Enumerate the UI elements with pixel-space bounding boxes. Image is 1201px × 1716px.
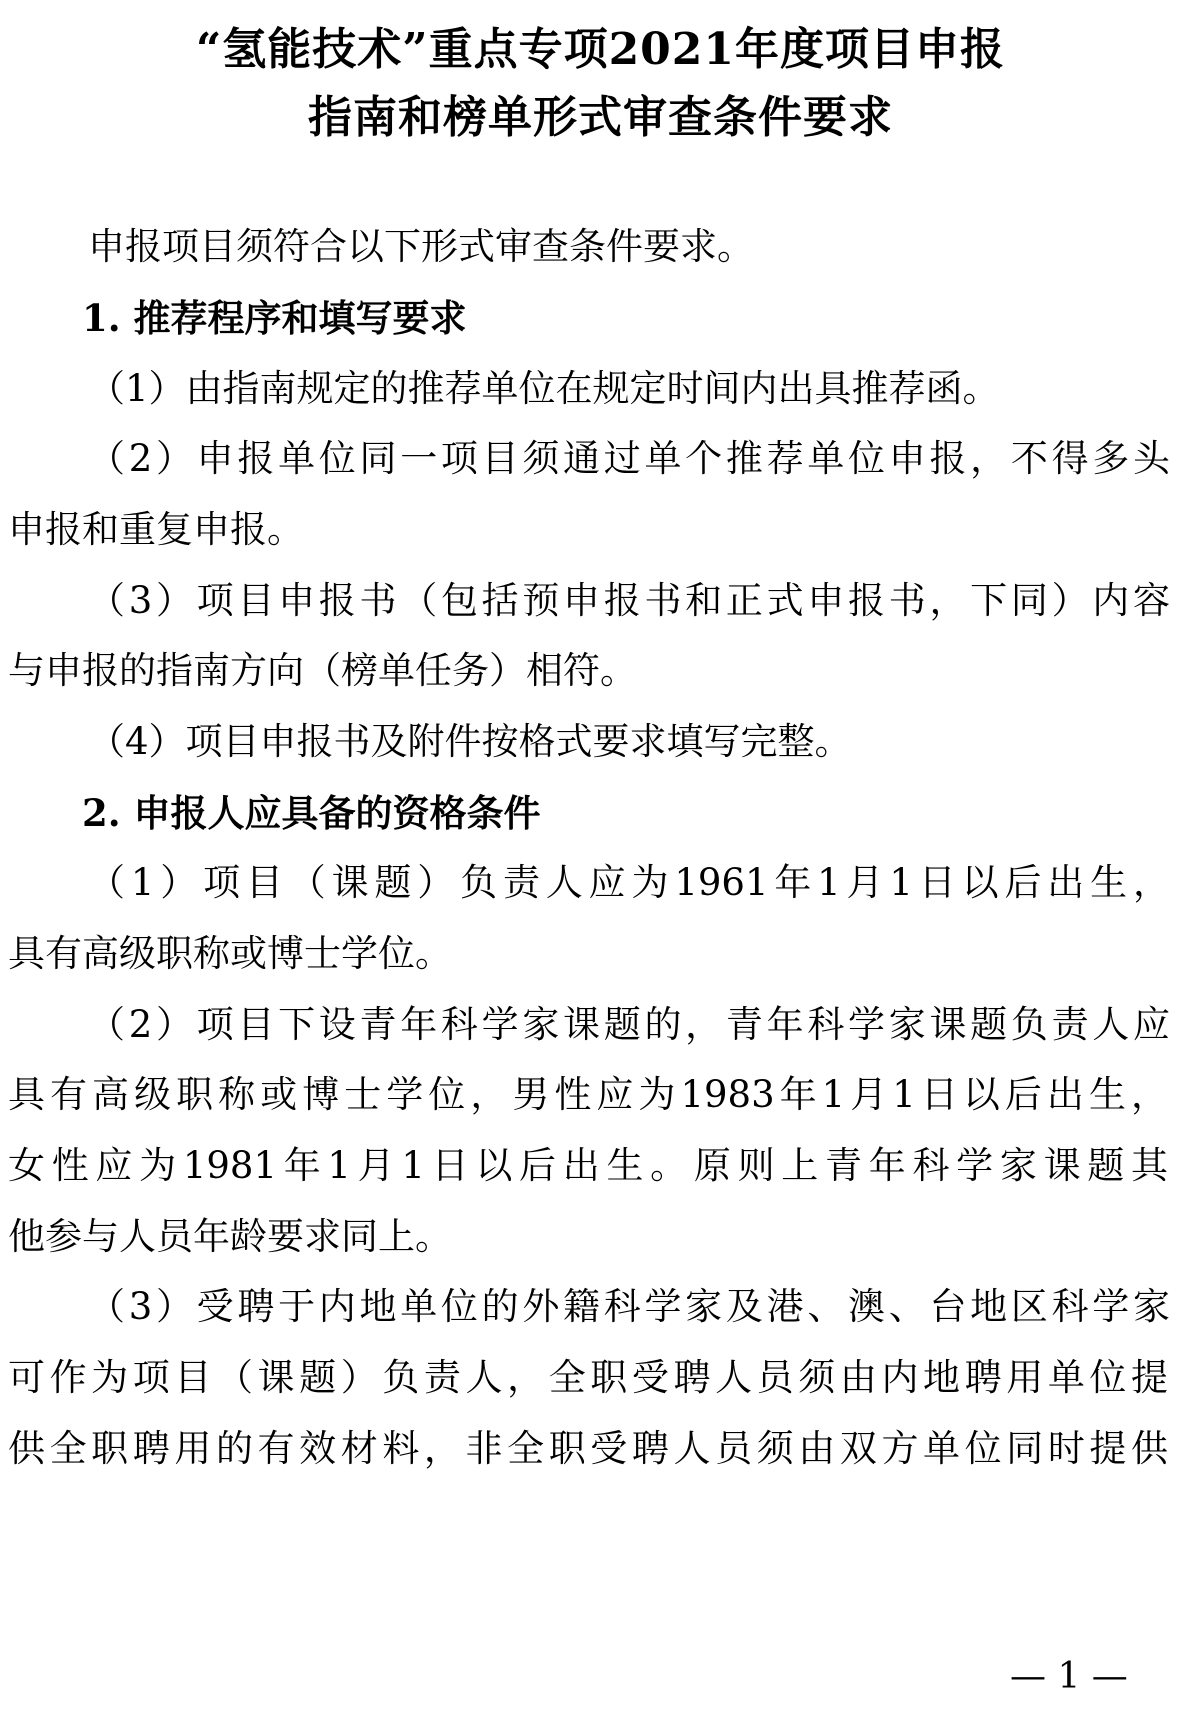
paragraph-line: 他参与人员年龄要求同上。 xyxy=(8,1215,452,1258)
section-heading-1: 1. 推荐程序和填写要求 xyxy=(82,296,467,340)
paragraph-line: 具有高级职称或博士学位。 xyxy=(8,932,452,975)
paragraph-line: （2）项目下设青年科学家课题的，青年科学家课题负责人应 xyxy=(88,1003,1170,1046)
paragraph-line: 女性应为1981年1月1日以后出生。原则上青年科学家课题其 xyxy=(8,1144,1168,1187)
document-title-line-1: “氢能技术”重点专项2021年度项目申报 xyxy=(195,24,1006,75)
paragraph-line: （2）申报单位同一项目须通过单个推荐单位申报，不得多头 xyxy=(88,437,1170,480)
paragraph-line: （1）项目（课题）负责人应为1961年1月1日以后出生， xyxy=(88,861,1170,904)
paragraph-line: （3）项目申报书（包括预申报书和正式申报书，下同）内容 xyxy=(88,579,1170,622)
document-title-line-2: 指南和榜单形式审查条件要求 xyxy=(308,92,893,143)
paragraph-line: （1）由指南规定的推荐单位在规定时间内出具推荐函。 xyxy=(88,367,1000,410)
section-heading-2: 2. 申报人应具备的资格条件 xyxy=(82,791,541,835)
paragraph-line: 可作为项目（课题）负责人，全职受聘人员须由内地聘用单位提 xyxy=(8,1356,1168,1399)
paragraph-line: 供全职聘用的有效材料，非全职受聘人员须由双方单位同时提供 xyxy=(8,1427,1168,1470)
intro-paragraph: 申报项目须符合以下形式审查条件要求。 xyxy=(88,225,754,268)
paragraph-line: （3）受聘于内地单位的外籍科学家及港、澳、台地区科学家 xyxy=(88,1285,1170,1328)
paragraph-line: 与申报的指南方向（榜单任务）相符。 xyxy=(8,649,637,692)
page-number: — 1 — xyxy=(1010,1656,1128,1697)
paragraph-line: 申报和重复申报。 xyxy=(8,508,304,551)
paragraph-line: 具有高级职称或博士学位，男性应为1983年1月1日以后出生， xyxy=(8,1073,1168,1116)
paragraph-line: （4）项目申报书及附件按格式要求填写完整。 xyxy=(88,720,852,763)
